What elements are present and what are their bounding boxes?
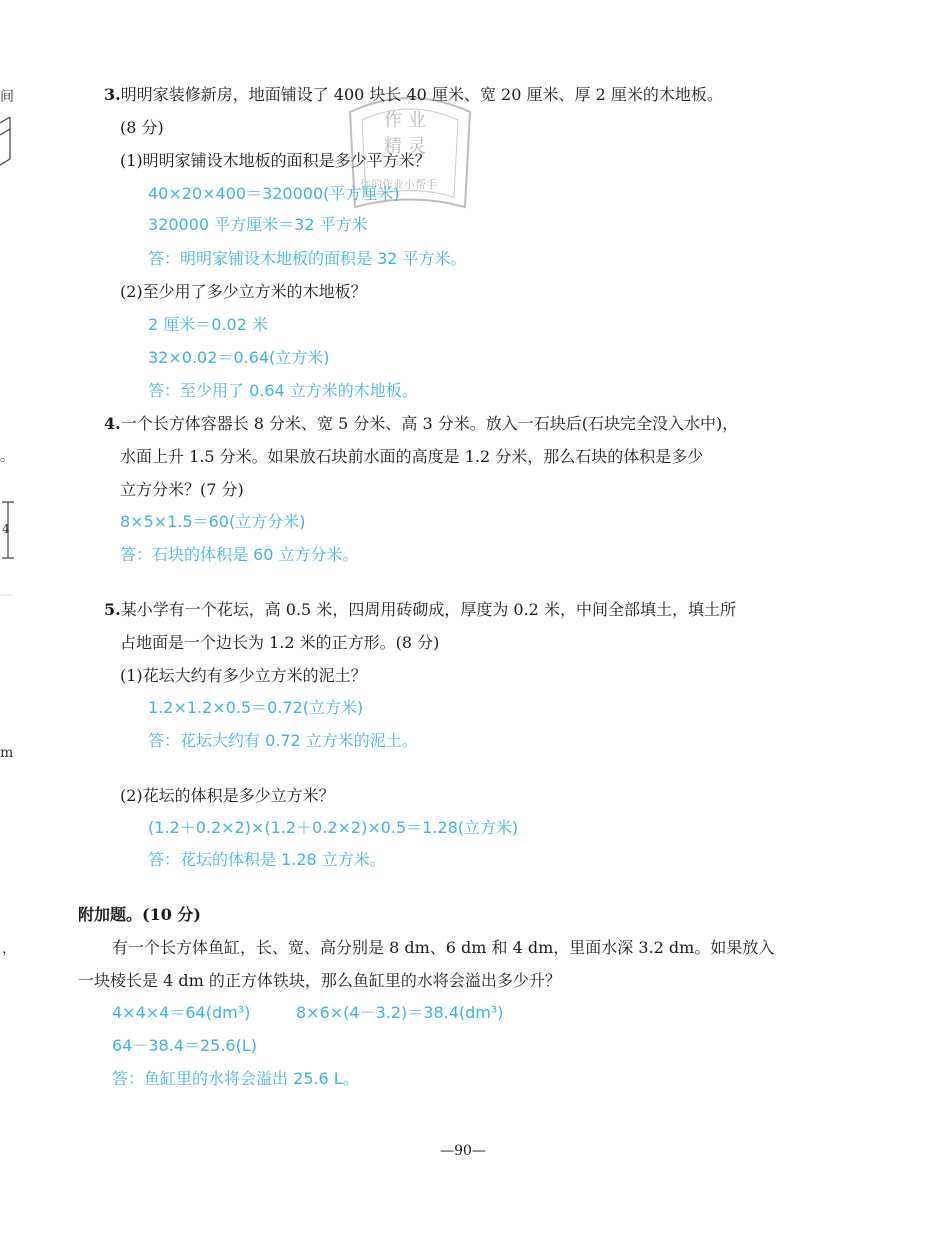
- bonus-title: 附加题。(10 分): [78, 905, 201, 924]
- page-number: —90—: [440, 1143, 486, 1159]
- margin-fragment: 4: [2, 522, 10, 536]
- q3-number: 3.: [104, 85, 121, 104]
- bonus-answer1b: 8×6×(4－3.2)＝38.4(dm³): [296, 1003, 504, 1022]
- margin-fragment: m: [0, 745, 14, 761]
- q3-sub2-question: (2)至少用了多少立方米的木地板？: [120, 282, 367, 301]
- bonus-answer1a: 4×4×4＝64(dm³): [112, 1003, 251, 1022]
- bonus-prompt-line2: 一块棱长是 4 dm 的正方体铁块，那么鱼缸里的水将会溢出多少升？: [78, 971, 561, 990]
- diagram-fragment-icon: [0, 500, 16, 610]
- q4-prompt-line1: [104, 413, 738, 435]
- q4-prompt-line2: 水面上升 1.5 分米。如果放石块前水面的高度是 1.2 分米，那么石块的体积是多少: [120, 447, 704, 466]
- q5-prompt-line1: [104, 599, 736, 621]
- q3-prompt-line1: [104, 84, 723, 106]
- bonus-answer3: 答：鱼缸里的水将会溢出 25.6 L。: [112, 1069, 359, 1088]
- q3-sub1-answer2: 320000 平方厘米＝32 平方米: [148, 215, 368, 234]
- margin-fragment: ，: [2, 941, 16, 957]
- q5-number: 5.: [104, 600, 121, 619]
- margin-fragment: 。: [0, 449, 14, 465]
- q4-answer2: 答：石块的体积是 60 立方分米。: [120, 545, 359, 564]
- q5-prompt-line2: 占地面是一个边长为 1.2 米的正方形。(8 分): [120, 633, 440, 652]
- q3-prompt-text: 明明家装修新房，地面铺设了 400 块长 40 厘米、宽 20 厘米、厚 2 厘米的木地板。: [120, 85, 723, 104]
- q5-sub2-answer1: (1.2＋0.2×2)×(1.2＋0.2×2)×0.5＝1.28(立方米): [148, 818, 519, 837]
- q4-number: 4.: [104, 414, 121, 433]
- q3-sub1-answer1: 40×20×400＝320000(平方厘米): [148, 184, 400, 203]
- bonus-prompt-line1: 有一个长方体鱼缸，长、宽、高分别是 8 dm、6 dm 和 4 dm，里面水深 3.2 dm。如果放入: [112, 938, 775, 957]
- stamp-text-top: 作业: [384, 110, 432, 131]
- q5-sub1-answer2: 答：花坛大约有 0.72 立方米的泥土。: [148, 731, 418, 750]
- cube-fragment-icon: [0, 115, 16, 175]
- q4-prompt-line3: 立方分米？(7 分): [120, 480, 244, 499]
- q5-sub1-answer1: 1.2×1.2×0.5＝0.72(立方米): [148, 698, 364, 717]
- q3-sub2-answer3: 答：至少用了 0.64 立方米的木地板。: [148, 381, 418, 400]
- q5-sub2-answer2: 答：花坛的体积是 1.28 立方米。: [148, 850, 386, 869]
- q5-prompt-text: 某小学有一个花坛，高 0.5 米，四周用砖砌成，厚度为 0.2 米，中间全部填土，填土所: [120, 600, 736, 619]
- bonus-answer2: 64－38.4＝25.6(L): [112, 1036, 258, 1055]
- q5-sub2-question: (2)花坛的体积是多少立方米？: [120, 786, 335, 805]
- stamp-text-mid: 精灵: [384, 136, 432, 157]
- q3-sub1-answer3: 答：明明家铺设木地板的面积是 32 平方米。: [148, 249, 467, 268]
- q4-prompt-text: 一个长方体容器长 8 分米、宽 5 分米、高 3 分米。放入一石块后(石块完全没入水中)，: [120, 414, 739, 433]
- q3-sub2-answer2: 32×0.02＝0.64(立方米): [148, 348, 330, 367]
- q3-sub2-answer1: 2 厘米＝0.02 米: [148, 315, 268, 334]
- q4-answer1: 8×5×1.5＝60(立方分米): [120, 512, 306, 531]
- q5-sub1-question: (1)花坛大约有多少立方米的泥土？: [120, 666, 367, 685]
- q3-sub1-question: (1)明明家铺设木地板的面积是多少平方米？: [120, 151, 431, 170]
- q3-prompt-line2: (8 分): [120, 118, 164, 137]
- stamp-text-bottom: 你的作业小帮手: [360, 178, 437, 191]
- margin-fragment: 间: [0, 89, 14, 105]
